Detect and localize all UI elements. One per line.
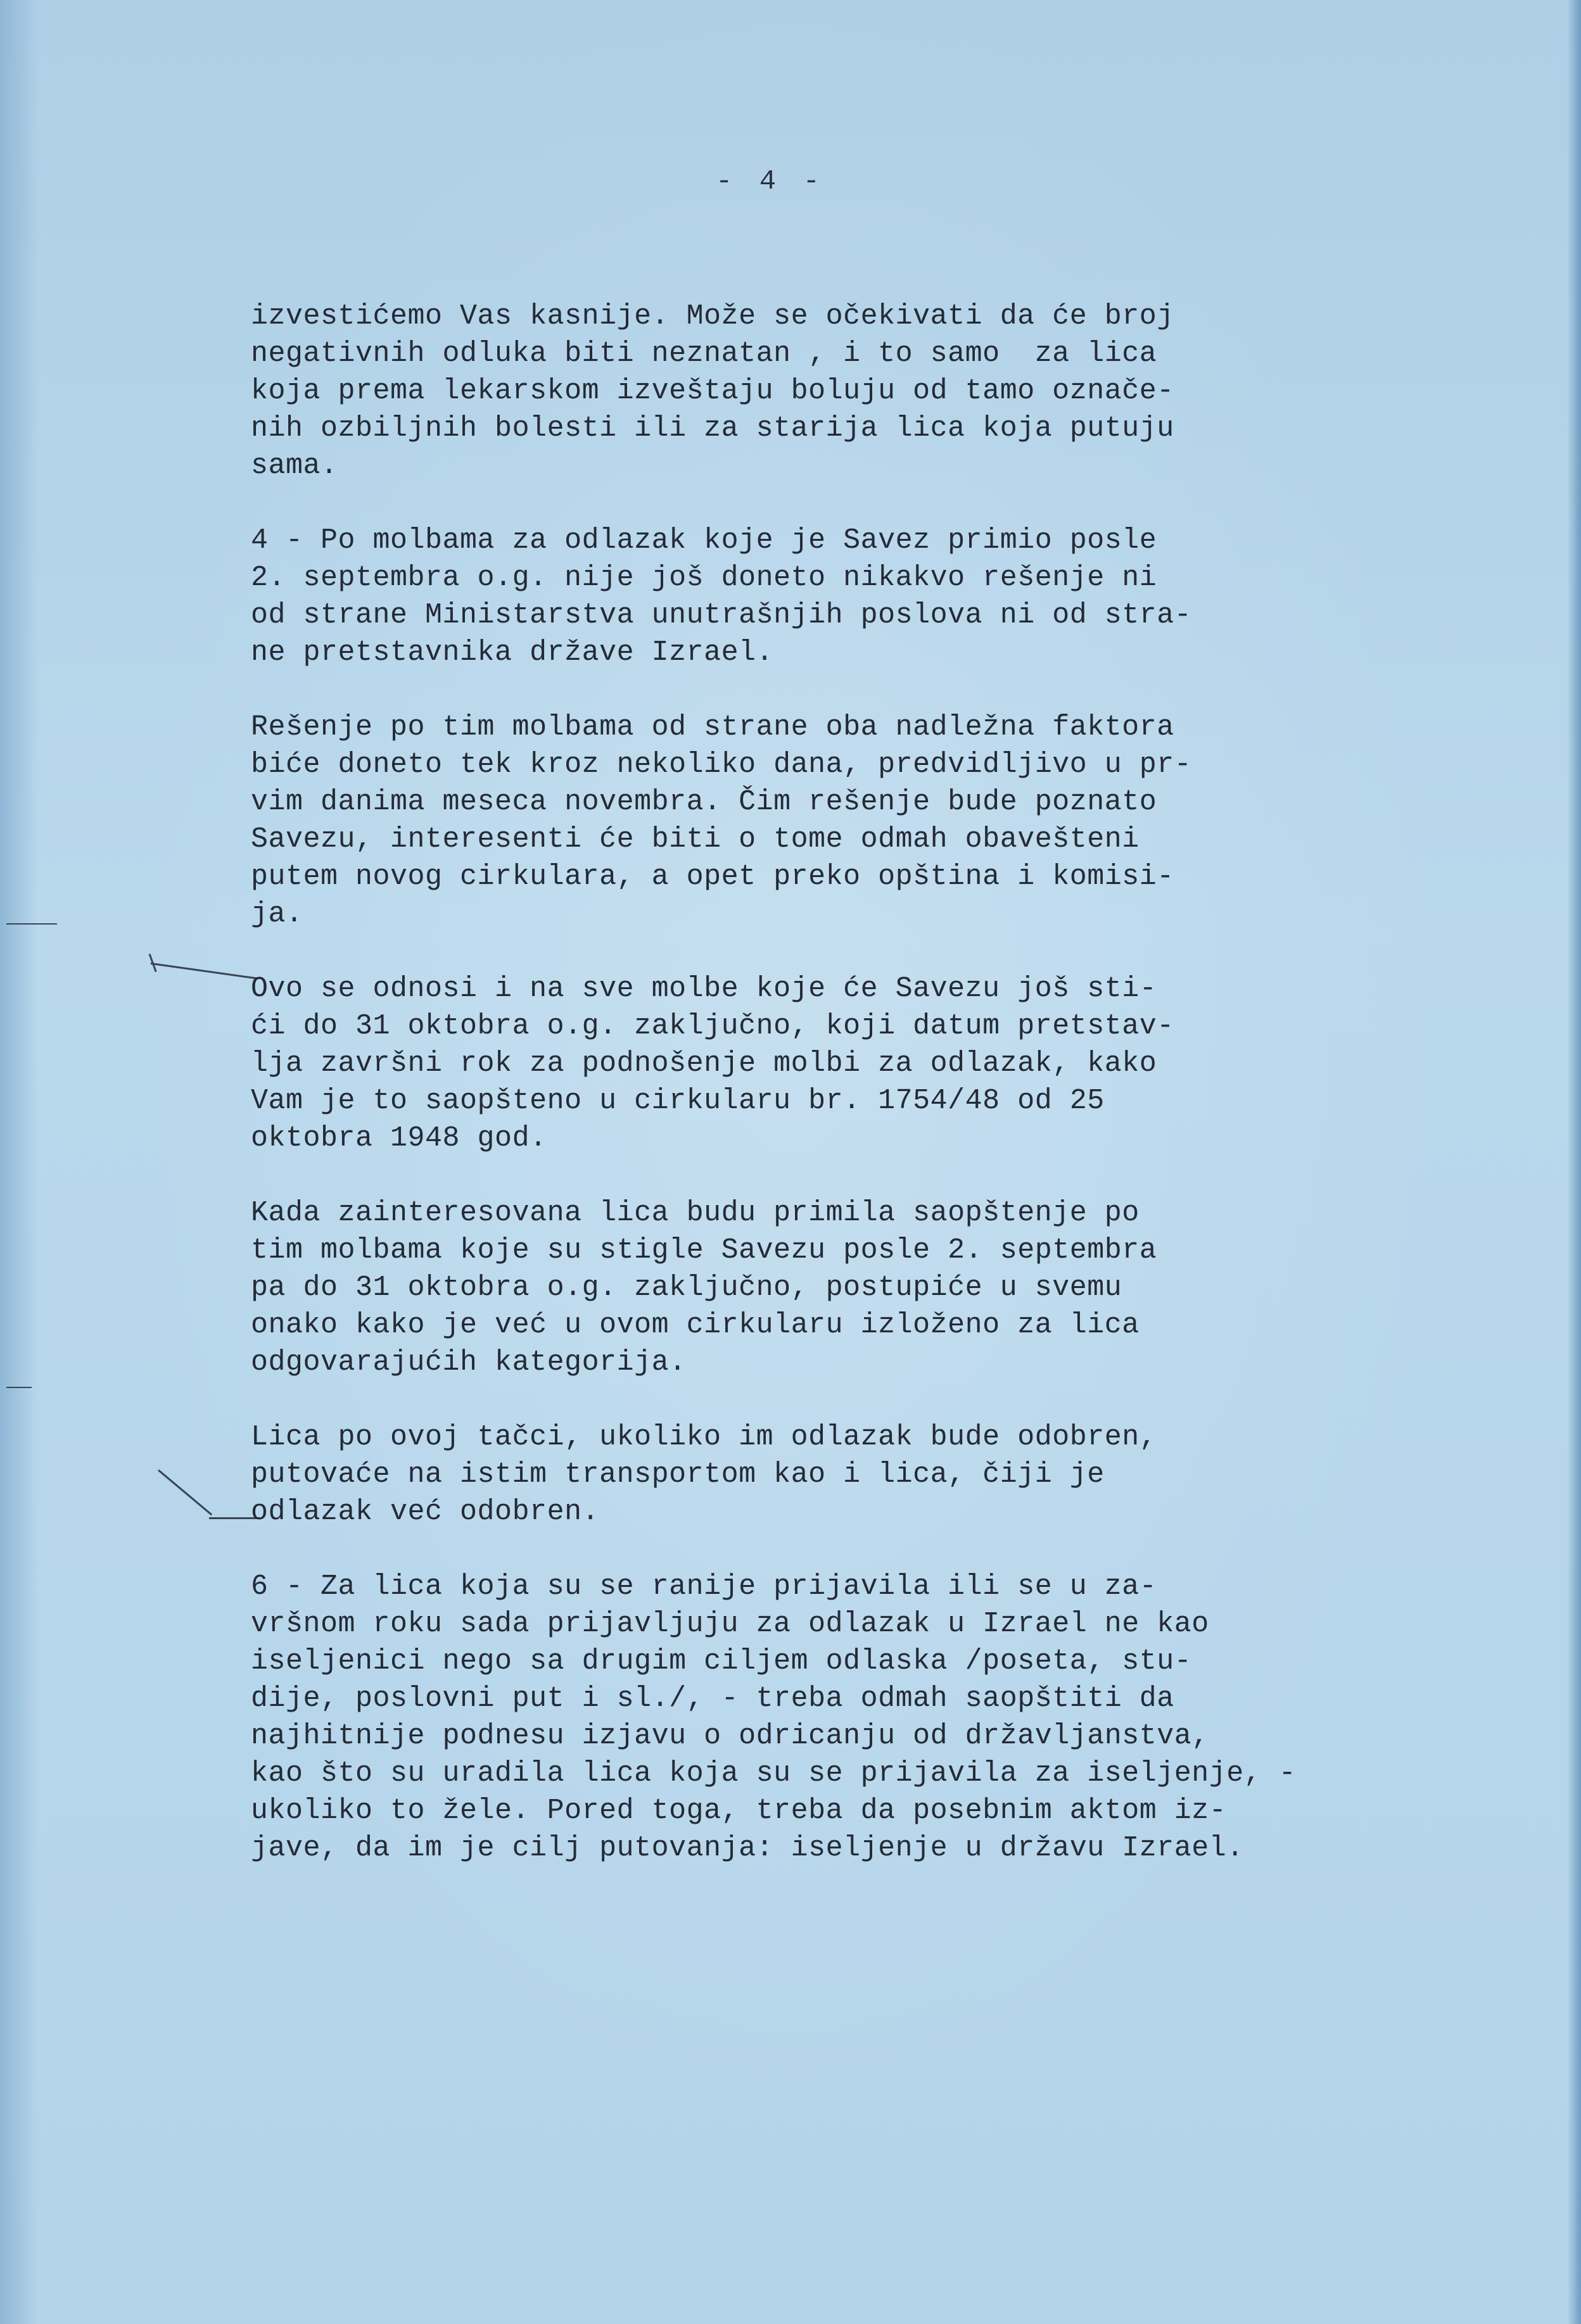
text-line: Ovo se odnosi i na sve molbe koje će Savezu još sti- — [251, 973, 1157, 1005]
text-line: od strane Ministarstva unutrašnjih poslova ni od stra- — [251, 599, 1192, 631]
text-line: iseljenici nego sa drugim ciljem odlaska /poseta, stu- — [251, 1645, 1192, 1677]
paragraph-4 — [251, 970, 1423, 1157]
text-line: Savezu, interesenti će biti o tome odmah obavešteni — [251, 823, 1140, 856]
text-line: biće doneto tek kroz nekoliko dana, predvidljivo u pr- — [251, 748, 1192, 781]
text-line: kao što su uradila lica koja su se prijavila za iseljenje, - — [251, 1757, 1297, 1790]
text-line: Vam je to saopšteno u cirkularu br. 1754/48 od 25 — [251, 1085, 1105, 1117]
text-line: dije, poslovni put i sl./, - treba odmah saopštiti da — [251, 1683, 1174, 1715]
text-line: oktobra 1948 god. — [251, 1122, 547, 1154]
text-line: odgovarajućih kategorija. — [251, 1346, 687, 1379]
text-line: odlazak već odobren. — [251, 1496, 600, 1528]
text-line: sama. — [251, 450, 338, 482]
text-line: ja. — [251, 898, 303, 930]
paragraph-2 — [251, 522, 1423, 671]
paragraph-6 — [251, 1418, 1423, 1531]
paragraph-7 — [251, 1568, 1423, 1867]
text-line: pa do 31 oktobra o.g. zaključno, postupiće u svemu — [251, 1272, 1122, 1304]
margin-tick — [6, 923, 57, 925]
text-line: putovaće na istim transportom kao i lica, čiji je — [251, 1458, 1105, 1491]
text-line: negativnih odluka biti neznatan , i to samo za lica — [251, 338, 1157, 370]
text-line: jave, da im je cilj putovanja: iseljenje u državu Izrael. — [251, 1832, 1244, 1864]
letter-body — [251, 298, 1423, 1904]
text-line: tim molbama koje su stigle Savezu posle 2. septembra — [251, 1234, 1157, 1266]
text-line: ne pretstavnika države Izrael. — [251, 636, 774, 669]
text-line: 2. septembra o.g. nije još doneto nikakvo rešenje ni — [251, 562, 1157, 594]
text-line: 4 - Po molbama za odlazak koje je Savez primio posle — [251, 524, 1157, 557]
text-line: Lica po ovoj tačci, ukoliko im odlazak bude odobren, — [251, 1421, 1157, 1453]
text-line: ći do 31 oktobra o.g. zaključno, koji datum pretstav- — [251, 1010, 1174, 1042]
text-line: Rešenje po tim molbama od strane oba nadležna faktora — [251, 711, 1174, 743]
text-line: putem novog cirkulara, a opet preko opština i komisi- — [251, 861, 1174, 893]
margin-pencil-mark — [151, 963, 258, 980]
page-shadow-left — [0, 0, 38, 2324]
text-line: najhitnije podnesu izjavu o odricanju od državljanstva, — [251, 1720, 1209, 1752]
text-line: izvestićemo Vas kasnije. Može se očekivati da će broj — [251, 300, 1174, 332]
text-line: vršnom roku sada prijavljuju za odlazak u Izrael ne kao — [251, 1608, 1209, 1640]
paragraph-5 — [251, 1194, 1423, 1381]
margin-tick — [6, 1387, 32, 1388]
text-line: lja završni rok za podnošenje molbi za odlazak, kako — [251, 1047, 1157, 1080]
text-line: onako kako je već u ovom cirkularu izloženo za lica — [251, 1309, 1140, 1341]
text-line: nih ozbiljnih bolesti ili za starija lica koja putuju — [251, 412, 1174, 445]
text-line: koja prema lekarskom izveštaju boluju od tamo označe- — [251, 375, 1174, 407]
page-shadow-right — [1567, 0, 1581, 2324]
text-line: 6 - Za lica koja su se ranije prijavila ili se u za- — [251, 1570, 1157, 1603]
page-number: - 4 - — [716, 166, 825, 198]
text-line: ukoliko to žele. Pored toga, treba da posebnim aktom iz- — [251, 1795, 1227, 1827]
text-line: vim danima meseca novembra. Čim rešenje bude poznato — [251, 786, 1157, 818]
paragraph-1 — [251, 298, 1423, 484]
text-line: Kada zainteresovana lica budu primila saopštenje po — [251, 1197, 1140, 1229]
margin-pencil-mark — [158, 1469, 212, 1515]
paragraph-3 — [251, 709, 1423, 933]
